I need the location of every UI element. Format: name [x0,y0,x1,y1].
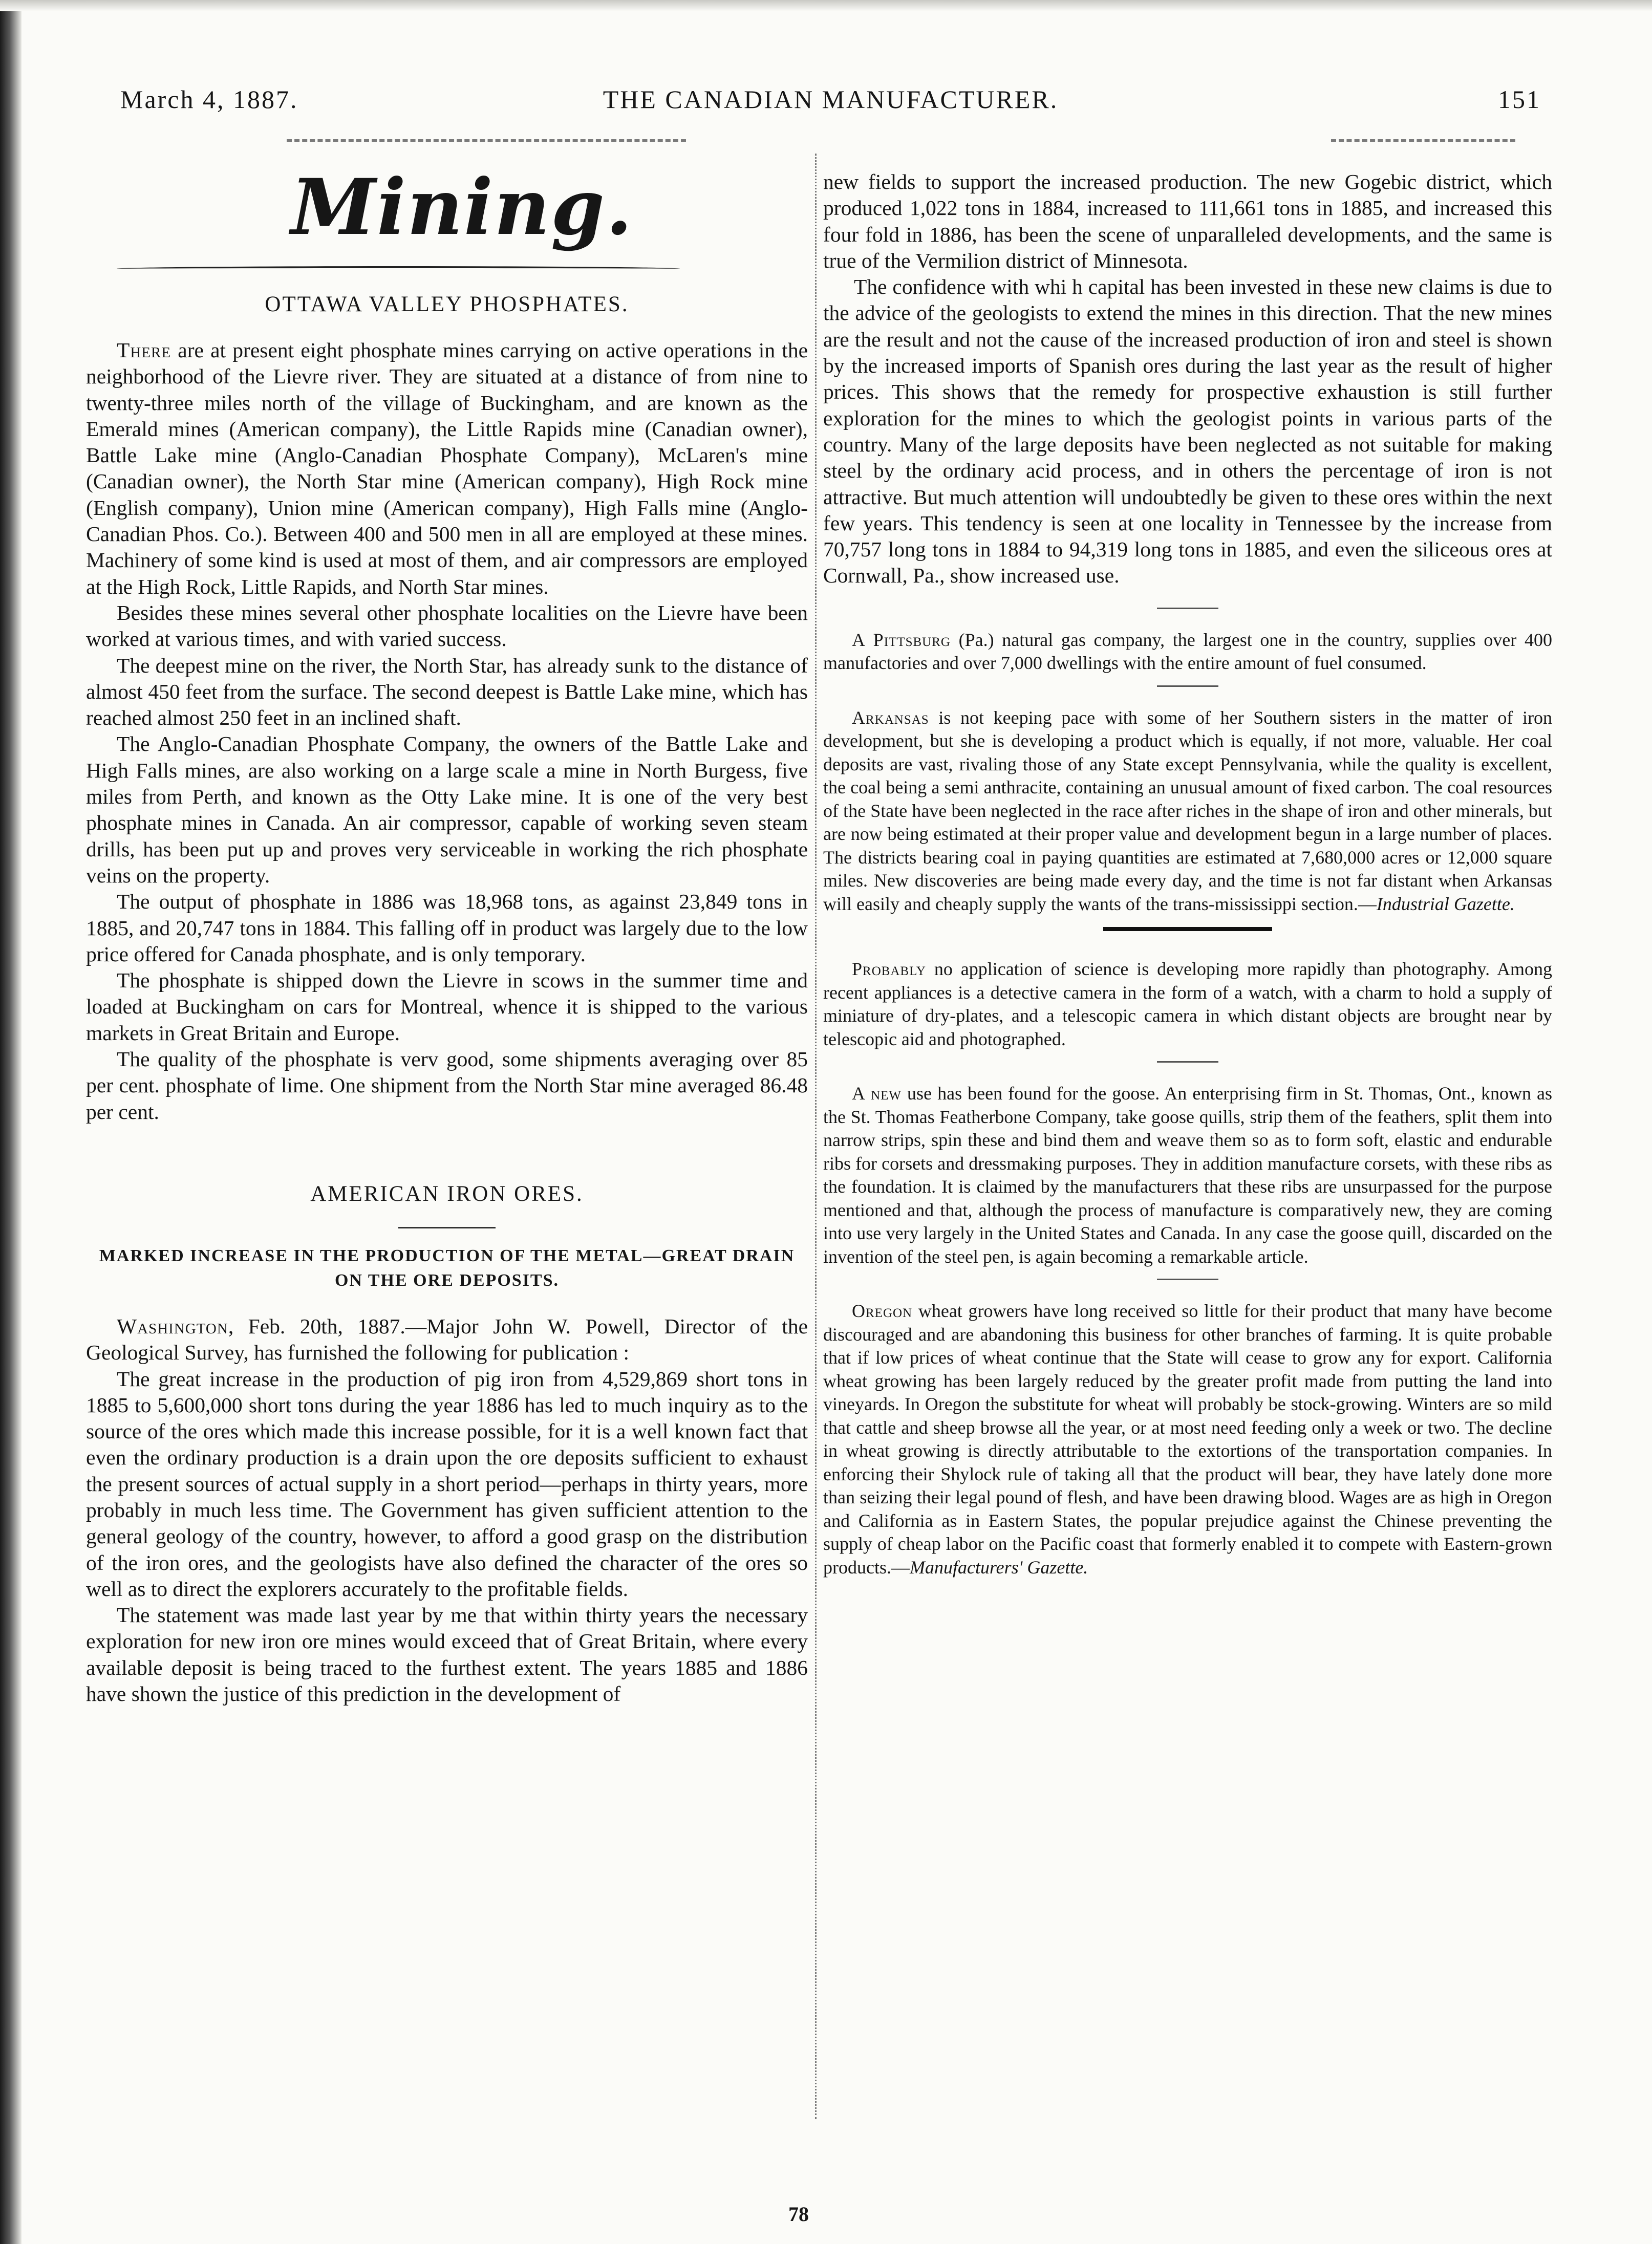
source-credit: Industrial Gazette. [1376,893,1515,914]
paragraph: The output of phosphate in 1886 was 18,968 tons, as against 23,849 tons in 1885, and 20,747 tons in 1884. This falling off in product was largely due to the low price offered for Canada phosphate, and is only temporary. [86,890,808,966]
article-american-iron-ores [86,1181,808,1707]
article-subheading: MARKED INCREASE IN THE PRODUCTION OF THE METAL—GREAT DRAIN ON THE ORE DEPOSITS. [99,1246,795,1290]
news-item-goose: A new use has been found for the goose. An enterprising firm in St. Thomas, Ont., known as the St. Thomas Featherbone Company, take goose quills, strip them of the feathers, split them into narrow strips, spin these and bind them and weave them so as to form soft, elastic and endurable ribs for corsets and dressmaking purposes. They in addition manufacture corsets, with these ribs as the foundation. It is claimed by the manufacturers that these ribs are unsurpassed for the purpose mentioned and that, although the process of manufacture is comparatively new, they are coming into use very largely in the United States and Canada. In any case the goose quill, discarded on the invention of the steel pen, is again becoming a remarkable article. [823,1083,1553,1267]
paragraph: The deepest mine on the river, the North Star, has already sunk to the distance of almost 450 feet from the surface. The second deepest is Battle Lake mine, which has reached almost 250 feet in an inclined shaft. [86,653,808,730]
thick-separator [1103,927,1272,931]
section-title: Mining. [291,162,634,252]
scan-top-edge [0,0,1652,11]
paragraph: The statement was made last year by me that within thirty years the necessary exploration for new iron ore mines would exceed that of Great Britain, where every available deposit is being traced to the furthest extent. The years 1885 and 1886 have shown the justice of this prediction in the development of [86,1603,808,1706]
lead-word: Probably [852,959,926,980]
lead-word: Washington [117,1314,228,1338]
paragraph: Washington, Feb. 20th, 1887.—Major John W. Powell, Director of the Geological Survey, has furnished the following for publication : [86,1314,808,1365]
news-item-photography: Probably no application of science is developing more rapidly than photography. Among recent appliances is a detective camera in the form of a watch, with a charm to hold a supply of miniature of dry-plates, and a telescopic camera in which distant objects are brought near by telescopic aid and photographed. [823,959,1552,1049]
item-separator [1157,608,1218,609]
folio-number: 78 [788,2203,809,2226]
article-ottawa-valley-phosphates [86,292,808,1125]
article-gap [86,1125,808,1181]
right-column [823,169,1552,1579]
paragraph: The confidence with whi h capital has been invested in these new claims is due to the advice of the geologists to extend the mines in this direction. That the new mines are the result and not the cause of the increased production of iron and steel is shown by the increased imports of Spanish ores during the last year as the result of higher prices. This shows that the remedy for prospective exhaustion is still further exploration for the mines to which the geologist points in various parts of the country. Many of the large deposits have been neglected as not suitable for making steel by the ordinary acid process, and in others the percentage of iron is not attractive. But much attention will undoubtedly be given to these ores within the next few years. This tendency is seen at one locality in Tennessee by the increase from 70,757 long tons in 1884 to 94,319 long tons in 1885, and even the siliceous ores at Cornwall, Pa., show increased use. [823,275,1552,588]
paragraph: The phosphate is shipped down the Lievre in scows in the summer time and loaded at Buckingham on cars for Montreal, whence it is shipped to the various markets in Great Britain and Europe. [86,968,808,1045]
paragraph: The great increase in the production of pig iron from 4,529,869 short tons in 1885 to 5,600,000 short tons during the year 1886 has led to much inquiry as to the source of the ores which made this increase possible, for it is a well known fact that even the ordinary production is a drain upon the ore deposits sufficient to exhaust the present sources of actual supply in a short period—perhaps in thirty years, more probably in much less time. The Government has given sufficient attention to the general geology of the country, however, to afford a good grasp on the distribution of the iron ores, and the geologists have also defined the character of the ores so well as to direct the explorers accurately to the profitable fields. [86,1367,808,1601]
paragraph: The Anglo-Canadian Phosphate Company, the owners of the Battle Lake and High Falls mines, are also working on a large scale a mine in North Burgess, five miles from Perth, and known as the Otty Lake mine. It is one of the very best phosphate mines in Canada. An air compressor, capable of working seven steam drills, has been put up and proves very serviceable in working the rich phosphate veins on the property. [86,732,808,887]
title-flourish [117,266,680,271]
paragraph: Besides these mines several other phosphate localities on the Lievre have been worked at various times, and with varied success. [86,600,808,651]
paragraph-continued: new fields to support the increased production. The new Gogebic district, which produced 1,022 tons in 1884, increased to 111,661 tons in 1885, and increased this four fold in 1886, has been the scene of unparalleled developments, and the same is true of the Vermilion district of Minnesota. [823,170,1552,272]
issue-date: March 4, 1887. [120,85,298,114]
item-separator [1157,685,1218,687]
header-rule-left [287,139,686,142]
news-item-oregon: Oregon wheat growers have long received so little for their product that many have become discouraged and are abandoning this business for other branches of farming. It is quite probable that if low prices of wheat continue that the State will cease to grow any for export. California wheat growing has been largely reduced by the greater profit made from putting the land into vineyards. In Oregon the substitute for wheat will probably be stock-growing. Winters are so mild that cattle and sheep browse all the year, or at most need feeding only a week or two. The decline in wheat growing is directly attributable to the extortions of the transportation companies. In enforcing their Shylock rule of taking all that the product will bear, they have lately done more than seizing their legal pound of flesh, and have been drawing blood. Wages are as high in Oregon and California as in Eastern States, the popular prejudice against the Chinese preventing the supply of cheap labor on the Pacific coast that formerly enabled it to compete with Eastern-grown products.—Manufacturers' Gazette. [823,1301,1552,1578]
news-item-arkansas: Arkansas is not keeping pace with some of her Southern sisters in the matter of iron development, but she is developing a product which is equally, if not more, valuable. Her coal deposits are vast, rivaling those of any State except Pennsylvania, while the quality is excellent, the coal being a semi anthracite, containing an unusual amount of fixed carbon. The coal resources of the State have been neglected in the race after riches in the shape of iron and other minerals, but are now being estimated at their proper value and development begun in a large number of places. The districts bearing coal in paying quantities are estimated at 7,680,000 acres or 12,000 square miles. New discoveries are being made every day, and the time is not far distant when Arkansas will easily and cheaply supply the wants of the trans-mississippi section.—Industrial Gazette. [823,707,1552,914]
article-heading: OTTAWA VALLEY PHOSPHATES. [265,292,629,316]
source-credit: Manufacturers' Gazette. [909,1557,1088,1578]
heading-rule [398,1227,496,1228]
lead-word: Oregon [852,1301,913,1322]
item-separator [1157,1279,1218,1280]
running-head [120,84,1541,120]
column-divider [815,154,817,2119]
journal-title: THE CANADIAN MANUFACTURER. [603,85,1059,114]
lead-word: A new [852,1083,902,1104]
article-heading: AMERICAN IRON ORES. [310,1181,584,1206]
binding-edge [0,0,22,2244]
header-rule-right [1331,139,1515,142]
left-column [86,162,808,1707]
lead-word: Arkansas [852,707,929,728]
item-separator [1157,1061,1218,1063]
paragraph: There are at present eight phosphate mines carrying on active operations in the neighborhood of the Lievre river. They are situated at a distance of from nine to twenty-three miles north of the village of Buckingham, and are known as the Emerald mines (American company), the Little Rapids mine (Canadian owner), Battle Lake mine (Anglo-Canadian Phosphate Company), McLaren's mine (Canadian owner), the North Star mine (American company), High Rock mine (English company), Union mine (American company), High Falls mine (Anglo-Canadian Phos. Co.). Between 400 and 500 men in all are employed at these mines. Machinery of some kind is used at most of them, and air compressors are employed at the High Rock, Little Rapids, and North Star mines. [86,338,808,598]
lead-word: There [117,338,171,362]
news-item-pittsburg: A Pittsburg (Pa.) natural gas company, the largest one in the country, supplies over 400 manufactories and over 7,000 dwellings with the entire amount of fuel consumed. [823,629,1552,674]
paragraph: The quality of the phosphate is verv good, some shipments averaging over 85 per cent. phosphate of lime. One shipment from the North Star mine averaged 86.48 per cent. [86,1047,808,1124]
page-number: 151 [1498,85,1541,114]
lead-word: A Pittsburg [852,629,951,650]
